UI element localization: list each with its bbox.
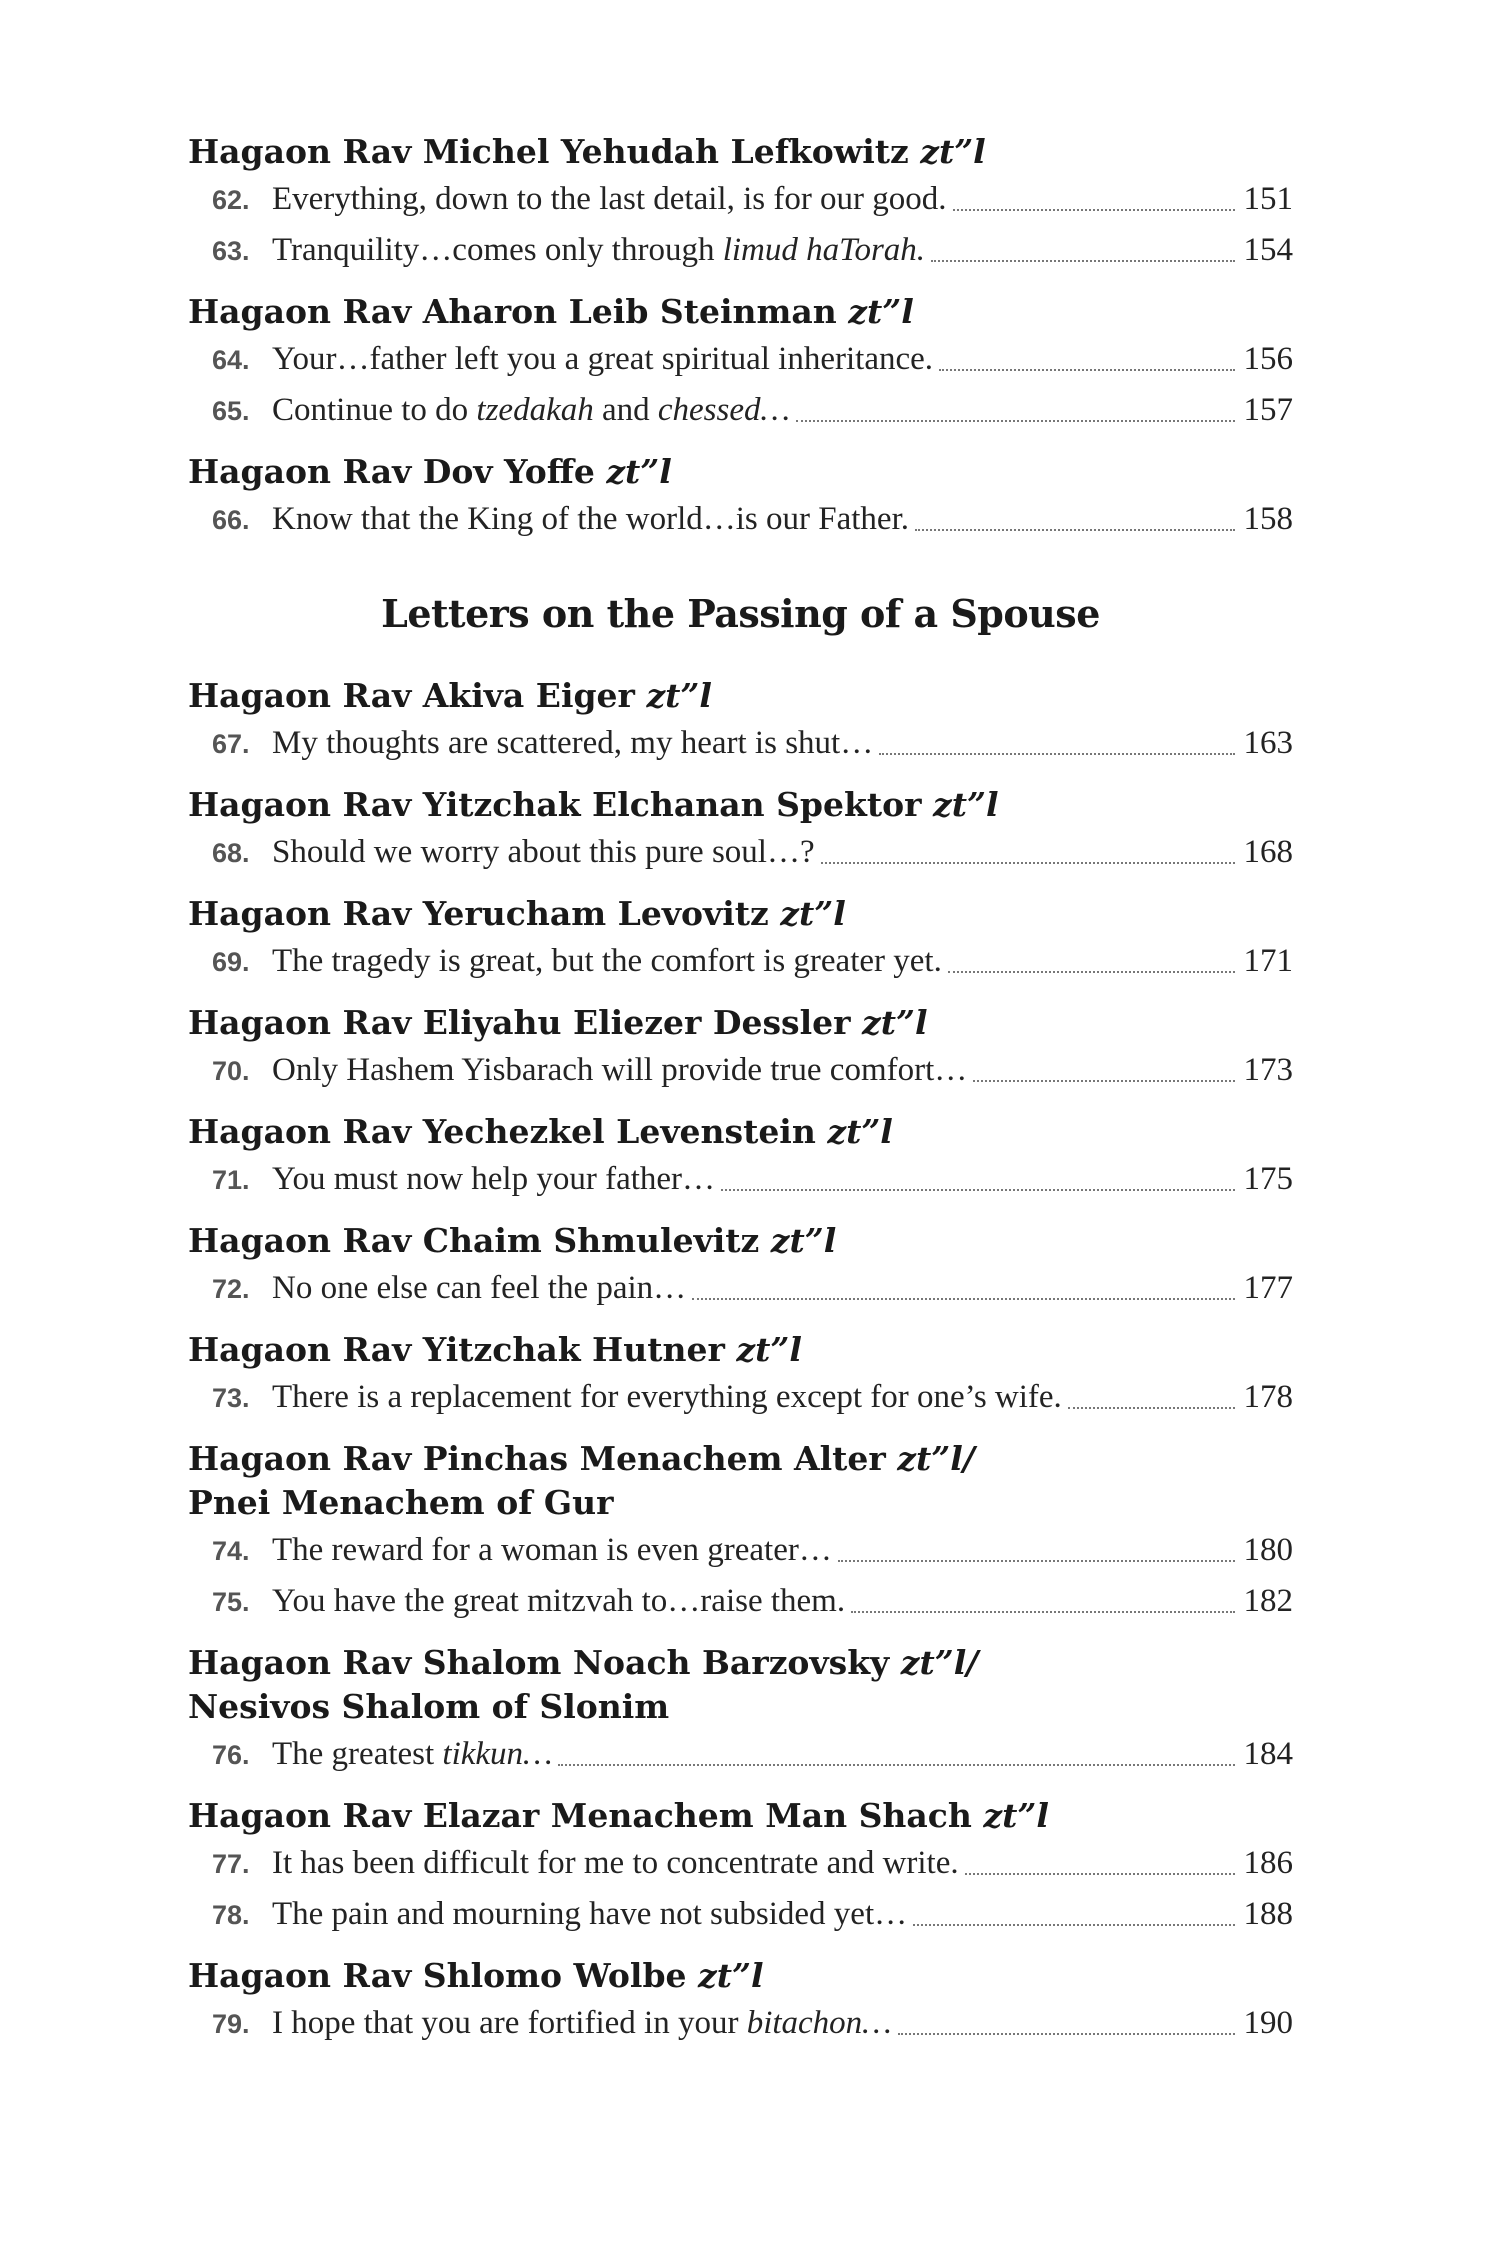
dot-leader: [558, 1763, 1235, 1766]
author-honorific: zt”l: [848, 292, 914, 331]
entry-page-number: 175: [1243, 1161, 1293, 1197]
entry-title: [272, 494, 909, 544]
entry-title-part: It has been difficult for me to concentrate and write.: [272, 1845, 959, 1881]
author-name: Hagaon Rav Dov Yoffe: [188, 452, 595, 491]
entry-title: [272, 334, 933, 384]
entry-title-part: Everything, down to the last detail, is for our good.: [272, 181, 947, 217]
author-name: Hagaon Rav Yitzchak Elchanan Spektor: [188, 785, 922, 824]
entry-title-part: No one else can feel the pain…: [272, 1270, 687, 1306]
entry-page-number: 168: [1243, 834, 1293, 870]
entry-title: [272, 1576, 845, 1626]
author-heading: [188, 892, 1293, 936]
author-heading: [188, 1794, 1293, 1838]
entry-title: [272, 936, 942, 986]
author-honorific: zt”l: [920, 132, 986, 171]
author-heading: [188, 1219, 1293, 1263]
entry-number: 76.: [212, 1740, 250, 1770]
entry-title-part: The reward for a woman is even greater…: [272, 1532, 832, 1568]
author-honorific: zt”l: [646, 676, 712, 715]
author-honorific: zt”l: [780, 894, 846, 933]
author-block: [188, 1328, 1293, 1423]
author-block: [188, 1794, 1293, 1940]
author-name: Hagaon Rav Shalom Noach Barzovsky: [188, 1643, 890, 1682]
entry-title-part: Know that the King of the world…is our Father.: [272, 501, 909, 537]
author-name: Hagaon Rav Pinchas Menachem Alter: [188, 1439, 886, 1478]
entry-number: 66.: [212, 505, 250, 535]
author-name: Hagaon Rav Aharon Leib Steinman: [188, 292, 837, 331]
dot-leader: [821, 861, 1235, 864]
entry-number: 74.: [212, 1536, 250, 1566]
dot-leader: [838, 1559, 1235, 1562]
author-honorific: zt”l: [932, 785, 999, 824]
author-honorific: zt”l/: [897, 1439, 975, 1478]
toc-entry[interactable]: [188, 1729, 1293, 1780]
entry-title: [272, 1525, 832, 1575]
author-heading-line2: Nesivos Shalom of Slonim: [188, 1687, 670, 1726]
author-heading-line2: Pnei Menachem of Gur: [188, 1483, 614, 1522]
author-heading: [188, 450, 1293, 494]
entry-number: 71.: [212, 1165, 250, 1195]
author-block: [188, 130, 1293, 276]
author-heading: [188, 1954, 1293, 1998]
entry-title-part: The tragedy is great, but the comfort is greater yet.: [272, 943, 942, 979]
entry-number: 63.: [212, 236, 250, 266]
author-block: [188, 892, 1293, 987]
dot-leader: [1068, 1406, 1235, 1409]
entry-title: [272, 718, 873, 768]
dot-leader: [721, 1188, 1235, 1191]
entry-number: 72.: [212, 1274, 250, 1304]
entry-title-part: Tranquility…comes only through: [272, 232, 723, 268]
author-heading: [188, 783, 1293, 827]
author-name: Hagaon Rav Chaim Shmulevitz: [188, 1221, 760, 1260]
entry-page-number: 178: [1243, 1379, 1293, 1415]
author-heading: [188, 1328, 1293, 1372]
entry-number: 67.: [212, 729, 250, 759]
entry-title-part: and: [593, 392, 658, 428]
entry-number: 69.: [212, 947, 250, 977]
toc-entry[interactable]: [188, 1525, 1293, 1576]
entry-title-part: The pain and mourning have not subsided yet…: [272, 1896, 908, 1932]
author-name: Hagaon Rav Yechezkel Levenstein: [188, 1112, 816, 1151]
dot-leader: [965, 1872, 1235, 1875]
entry-title-part: The greatest: [272, 1736, 443, 1772]
dot-leader: [796, 419, 1235, 422]
entry-title-italic: tikkun…: [442, 1736, 553, 1772]
entry-page-number: 186: [1243, 1845, 1293, 1881]
dot-leader: [931, 259, 1235, 262]
author-honorific: zt”l/: [900, 1643, 979, 1682]
entry-title: [272, 1154, 715, 1204]
entry-page-number: 156: [1243, 341, 1293, 377]
author-block: [188, 1437, 1293, 1627]
entry-title-part: There is a replacement for everything except for one’s wife.: [272, 1379, 1062, 1415]
author-name: Hagaon Rav Yerucham Levovitz: [188, 894, 769, 933]
author-name: Hagaon Rav Michel Yehudah Lefkowitz: [188, 132, 909, 171]
toc-entry[interactable]: [188, 1838, 1293, 1889]
author-heading: [188, 1001, 1293, 1045]
entry-number: 77.: [212, 1849, 250, 1879]
toc-entry[interactable]: [188, 334, 1293, 385]
entry-title-italic: limud haTorah.: [722, 232, 926, 268]
entry-number: 65.: [212, 396, 250, 426]
entry-number: 64.: [212, 345, 250, 375]
dot-leader: [939, 368, 1235, 371]
toc-entry[interactable]: [188, 1576, 1293, 1627]
toc-entry[interactable]: [188, 494, 1293, 545]
author-block: [188, 1641, 1293, 1780]
entry-title: [272, 1045, 967, 1095]
toc-groups-top: [188, 130, 1293, 545]
author-block: [188, 1954, 1293, 2049]
author-name: Hagaon Rav Shlomo Wolbe: [188, 1956, 687, 1995]
entry-number: 68.: [212, 838, 250, 868]
entry-title-part: My thoughts are scattered, my heart is shut…: [272, 725, 874, 761]
section-title: Letters on the Passing of a Spouse: [381, 591, 1100, 636]
author-name: Hagaon Rav Elazar Menachem Man Shach: [188, 1796, 972, 1835]
toc-entry[interactable]: [188, 718, 1293, 769]
author-honorific: zt”l: [862, 1003, 928, 1042]
entry-title-part: You must now help your father…: [272, 1161, 716, 1197]
author-name: Hagaon Rav Yitzchak Hutner: [188, 1330, 725, 1369]
author-heading: [188, 674, 1293, 718]
toc-groups-bottom: [188, 674, 1293, 2049]
entry-title: [272, 1263, 686, 1313]
toc-entry[interactable]: [188, 1154, 1293, 1205]
author-block: [188, 783, 1293, 878]
toc-content: [188, 130, 1293, 2059]
entry-page-number: 163: [1243, 725, 1293, 761]
author-honorific: zt”l: [606, 452, 672, 491]
entry-page-number: 173: [1243, 1052, 1293, 1088]
entry-page-number: 190: [1243, 2005, 1293, 2041]
author-honorific: zt”l: [698, 1956, 764, 1995]
entry-number: 73.: [212, 1383, 250, 1413]
entry-number: 75.: [212, 1587, 250, 1617]
entry-page-number: 151: [1243, 181, 1293, 217]
dot-leader: [973, 1079, 1235, 1082]
dot-leader: [851, 1610, 1235, 1613]
author-block: [188, 450, 1293, 545]
entry-page-number: 154: [1243, 232, 1293, 268]
toc-entry[interactable]: [188, 385, 1293, 436]
dot-leader: [915, 528, 1235, 531]
dot-leader: [898, 2032, 1235, 2035]
entry-title: [272, 385, 790, 435]
entry-number: 70.: [212, 1056, 250, 1086]
author-honorific: zt”l: [770, 1221, 837, 1260]
entry-title: [272, 174, 947, 224]
dot-leader: [953, 208, 1235, 211]
entry-number: 78.: [212, 1900, 250, 1930]
toc-entry[interactable]: [188, 936, 1293, 987]
toc-entry[interactable]: [188, 174, 1293, 225]
entry-page-number: 188: [1243, 1896, 1293, 1932]
author-block: [188, 674, 1293, 769]
entry-number: 79.: [212, 2009, 250, 2039]
dot-leader: [913, 1923, 1235, 1926]
entry-title: [272, 1889, 907, 1939]
entry-title: [272, 1998, 892, 2048]
author-honorific: zt”l: [827, 1112, 893, 1151]
entry-title-italic: bitachon…: [746, 2005, 892, 2041]
toc-entry[interactable]: [188, 225, 1293, 276]
author-heading: [188, 1641, 1293, 1685]
author-block: [188, 1219, 1293, 1314]
toc-entry[interactable]: [188, 827, 1293, 878]
entry-title-part: Should we worry about this pure soul…?: [272, 834, 815, 870]
author-heading: [188, 290, 1293, 334]
entry-title-part: Only Hashem Yisbarach will provide true comfort…: [272, 1052, 968, 1088]
dot-leader: [692, 1297, 1235, 1300]
entry-page-number: 180: [1243, 1532, 1293, 1568]
author-name: Hagaon Rav Eliyahu Eliezer Dessler: [188, 1003, 851, 1042]
entry-title-part: Continue to do: [272, 392, 477, 428]
entry-page-number: 184: [1243, 1736, 1293, 1772]
author-heading: [188, 1437, 1293, 1481]
toc-entry[interactable]: [188, 1998, 1293, 2049]
author-block: [188, 1110, 1293, 1205]
author-name: Hagaon Rav Akiva Eiger: [188, 676, 635, 715]
toc-entry[interactable]: [188, 1045, 1293, 1096]
entry-title: [272, 1838, 959, 1888]
entry-title: [272, 1729, 552, 1779]
entry-title-part: You have the great mitzvah to…raise them.: [272, 1583, 846, 1619]
toc-entry[interactable]: [188, 1889, 1293, 1940]
toc-entry[interactable]: [188, 1263, 1293, 1314]
dot-leader: [948, 970, 1235, 973]
entry-page-number: 177: [1243, 1270, 1293, 1306]
author-block: [188, 1001, 1293, 1096]
entry-title-part: Your…father left you a great spiritual inheritance.: [272, 341, 934, 377]
entry-page-number: 182: [1243, 1583, 1293, 1619]
toc-entry[interactable]: [188, 1372, 1293, 1423]
entry-title-italic: tzedakah: [476, 392, 594, 428]
entry-page-number: 158: [1243, 501, 1293, 537]
dot-leader: [879, 752, 1235, 755]
entry-title: [272, 827, 815, 877]
author-heading: [188, 130, 1293, 174]
entry-page-number: 157: [1243, 392, 1293, 428]
entry-title: [272, 1372, 1062, 1422]
author-honorific: zt”l: [736, 1330, 802, 1369]
entry-page-number: 171: [1243, 943, 1293, 979]
author-heading: [188, 1110, 1293, 1154]
entry-number: 62.: [212, 185, 250, 215]
entry-title: [272, 225, 925, 275]
entry-title-italic: chessed…: [657, 392, 790, 428]
entry-title-part: I hope that you are fortified in your: [272, 2005, 747, 2041]
author-block: [188, 290, 1293, 436]
author-honorific: zt”l: [983, 1796, 1049, 1835]
